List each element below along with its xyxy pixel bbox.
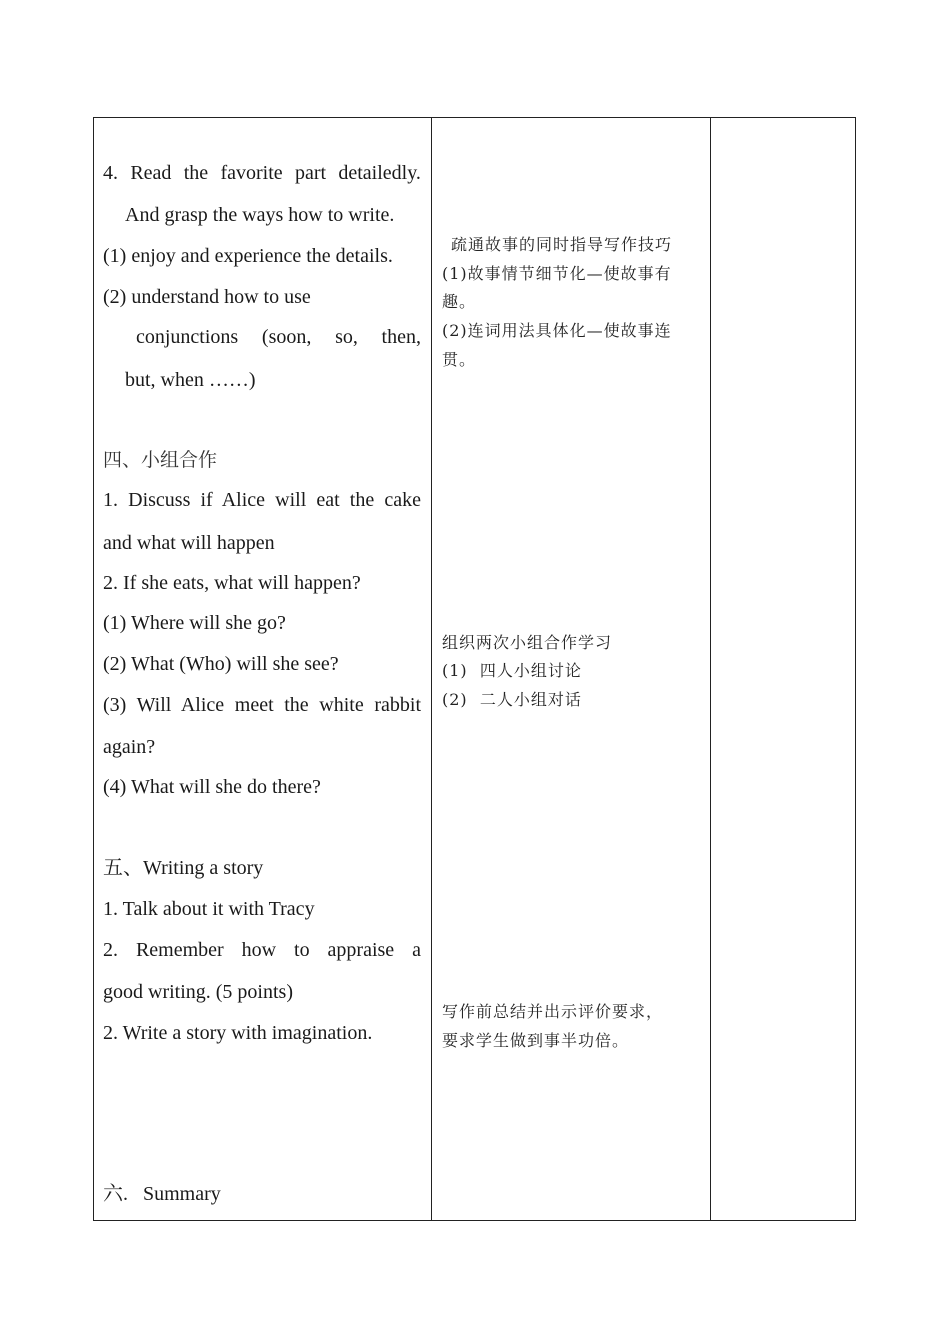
s5-item2-line2: good writing. (5 points) (103, 981, 293, 1003)
column-divider-2 (710, 118, 711, 1220)
word: Read (130, 162, 172, 184)
s4-q2-2: (2) What (Who) will she see? (103, 653, 339, 675)
word: detailedly. (338, 162, 421, 184)
note1-line5: 贯。 (442, 350, 477, 369)
s4-q2: 2. If she eats, what will happen? (103, 572, 361, 594)
s4-q2-3-line2: again? (103, 736, 156, 758)
note1-line2: (1)故事情节细节化—使故事有 (442, 264, 672, 283)
section4-heading: 四、小组合作 (103, 449, 218, 471)
s4-q1-line2: and what will happen (103, 532, 275, 554)
step4-item2: (2) understand how to use (103, 286, 311, 308)
step4-item2-cont2: but, when ……) (125, 369, 256, 391)
note1-line3: 趣。 (442, 292, 477, 311)
note2-line1: 组织两次小组合作学习 (442, 633, 613, 652)
s4-q2-4: (4) What will she do there? (103, 776, 321, 798)
step4-sub: And grasp the ways how to write. (125, 204, 395, 226)
note3-line2: 要求学生做到事半功倍。 (442, 1031, 630, 1050)
column-divider-1 (431, 118, 432, 1220)
note1-line4: (2)连词用法具体化—使故事连 (442, 321, 672, 340)
s5-item2-line1: 2. Remember how to appraise a (103, 939, 421, 961)
word: 4. (103, 162, 118, 184)
note1-line1: 疏通故事的同时指导写作技巧 (451, 235, 673, 254)
note3-line1: 写作前总结并出示评价要求， (442, 1002, 664, 1021)
step4-item1: (1) enjoy and experience the details. (103, 245, 393, 267)
note2-line3: (2) 二人小组对话 (442, 690, 582, 709)
note2-line2: (1) 四人小组讨论 (442, 661, 582, 680)
word: favorite (220, 162, 283, 184)
word: part (294, 162, 327, 184)
word: the (183, 162, 209, 184)
s4-q2-1: (1) Where will she go? (103, 612, 286, 634)
s5-item1: 1. Talk about it with Tracy (103, 898, 315, 920)
s4-q2-3-line1: (3) Will Alice meet the white rabbit (103, 694, 421, 716)
section5-heading: 五、Writing a story (103, 857, 264, 879)
step4-title (103, 161, 421, 185)
s5-item3: 2. Write a story with imagination. (103, 1022, 373, 1044)
s4-q1-line1: 1. Discuss if Alice will eat the cake (103, 489, 421, 511)
step4-item2-cont1: conjunctions (soon, so, then, (136, 326, 421, 348)
section6-heading: 六. Summary (103, 1183, 221, 1205)
